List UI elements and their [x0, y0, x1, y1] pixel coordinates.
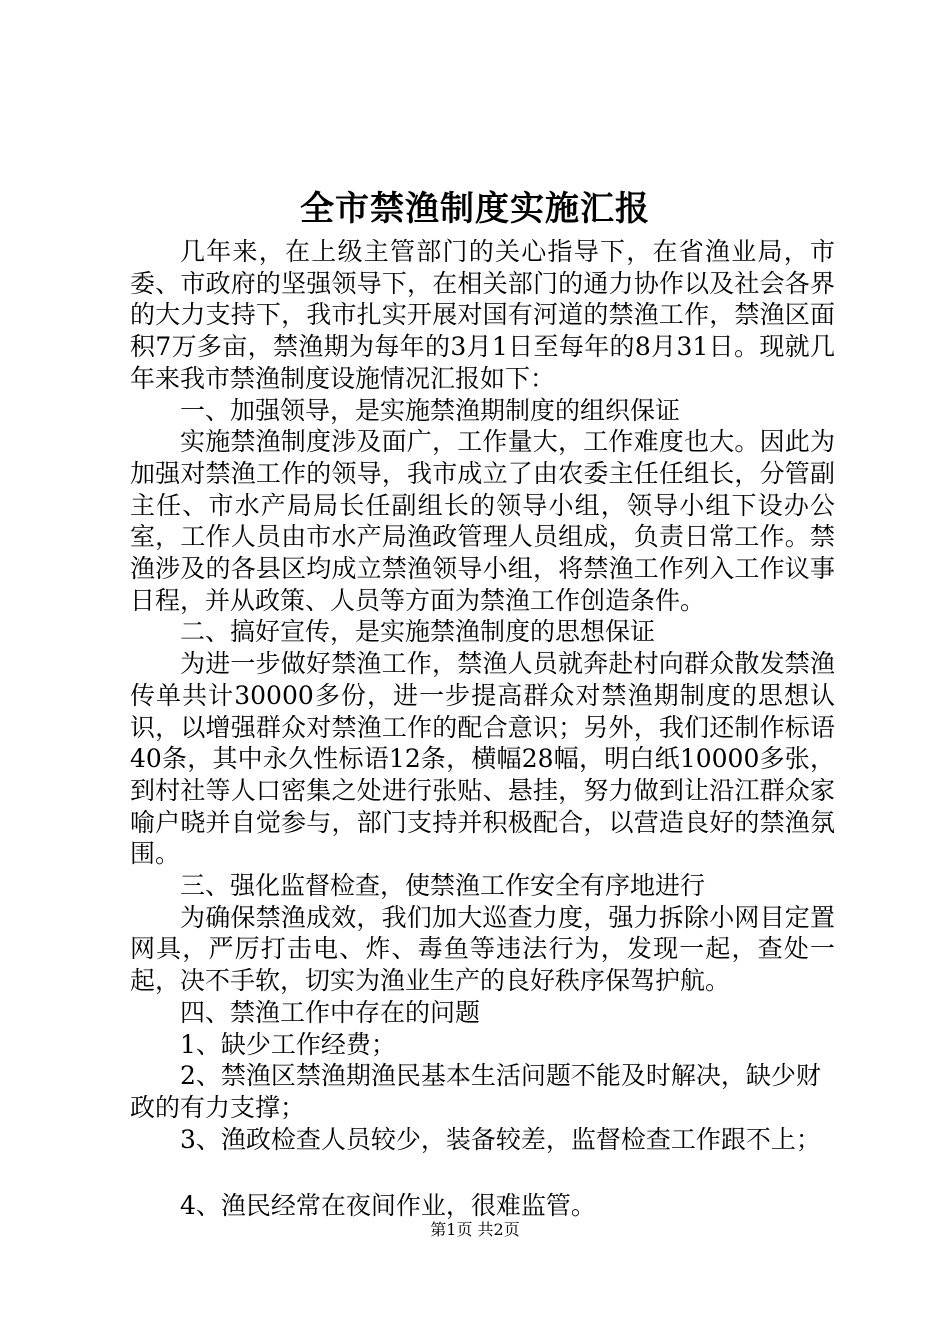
- intro-paragraph: 几年来，在上级主管部门的关心指导下，在省渔业局，市委、市政府的坚强领导下，在相关部门的通力协作以及社会各界的大力支持下，我市扎实开展对国有河道的禁渔工作，禁渔区面积7万多亩，禁渔期为每年的3月1日至每年的8月31日。现就几年来我市禁渔制度设施情况汇报如下：: [130, 237, 835, 393]
- section-paragraph-3: 为确保禁渔成效，我们加大巡查力度，强力拆除小网目定置网具，严厉打击电、炸、毒鱼等违法行为，发现一起，查处一起，决不手软，切实为渔业生产的良好秩序保驾护航。: [130, 902, 835, 996]
- section-paragraph-2: 为进一步做好禁渔工作，禁渔人员就奔赴村向群众散发禁渔传单共计30000多份，进一步提高群众对禁渔期制度的思想认识，以增强群众对禁渔工作的配合意识；另外，我们还制作标语40条，其中永久性标语12条，横幅28幅，明白纸10000多张，到村社等人口密集之处进行张贴、悬挂，努力做到让沿江群众家喻户晓并自觉参与，部门支持并积极配合，以营造良好的禁渔氛围。: [130, 649, 835, 869]
- problem-item-1: 1、缺少工作经费；: [180, 1029, 396, 1059]
- section-heading-4: 四、禁渔工作中存在的问题: [180, 997, 481, 1027]
- section-heading-2: 二、搞好宣传，是实施禁渔制度的思想保证: [180, 617, 656, 647]
- section-paragraph-1: 实施禁渔制度涉及面广，工作量大，工作难度也大。因此为加强对禁渔工作的领导，我市成立了由农委主任任组长，分管副主任、市水产局局长任副组长的领导小组，领导小组下设办公室，工作人员由市水产局渔政管理人员组成，负责日常工作。禁渔涉及的各县区均成立禁渔领导小组，将禁渔工作列入工作议事日程，并从政策、人员等方面为禁渔工作创造条件。: [130, 427, 835, 615]
- problem-item-2: 2、禁渔区禁渔期渔民基本生活问题不能及时解决，缺少财政的有力支撑；: [130, 1061, 821, 1122]
- document-title: 全市禁渔制度实施汇报: [300, 189, 650, 229]
- document-body: [130, 236, 835, 1222]
- problem-item-4: 4、渔民经常在夜间作业，很难监管。: [180, 1191, 596, 1221]
- page-number-footer: 第1页 共2页: [430, 1220, 520, 1239]
- blank-line: [130, 1155, 835, 1190]
- section-heading-3: 三、强化监督检查，使禁渔工作安全有序地进行: [180, 871, 706, 901]
- section-heading-1: 一、加强领导，是实施禁渔期制度的组织保证: [180, 395, 681, 425]
- problem-item-3: 3、渔政检查人员较少，装备较差，监督检查工作跟不上；: [180, 1124, 821, 1154]
